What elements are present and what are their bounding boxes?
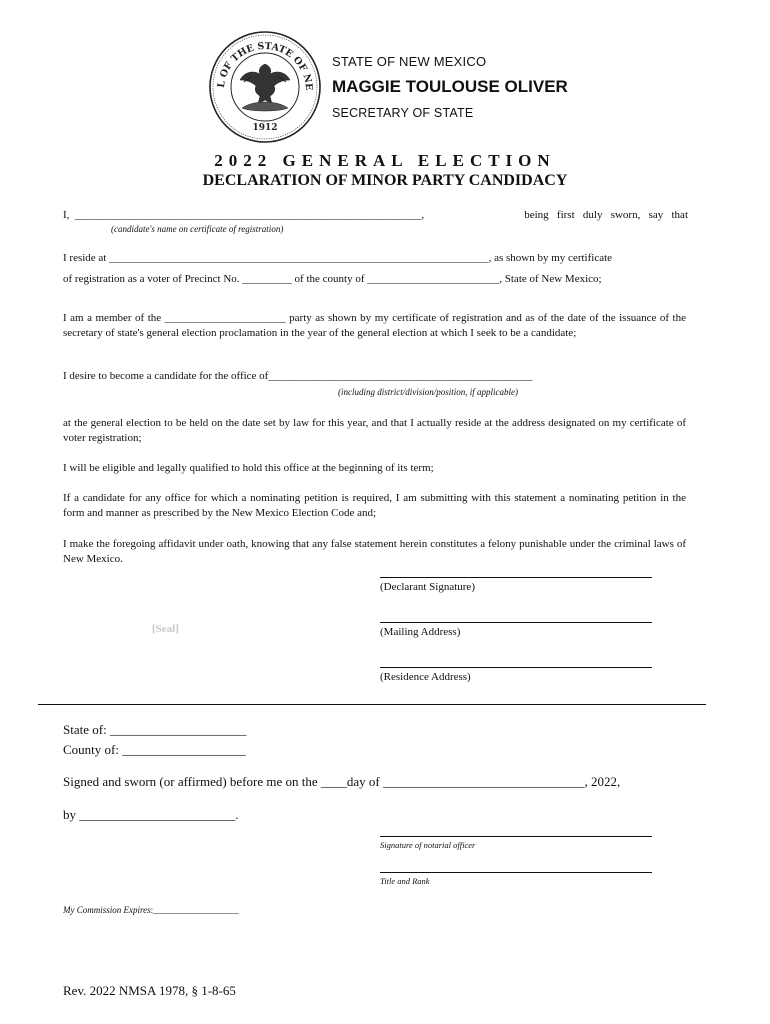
office-title: SECRETARY OF STATE: [332, 106, 474, 120]
official-name: MAGGIE TOULOUSE OLIVER: [332, 77, 568, 96]
office-sought-line[interactable]: I desire to become a candidate for the office of________________________________________________: [63, 370, 533, 382]
precinct-county-line[interactable]: of registration as a voter of Precinct No. _________ of the county of ________________________, State of New Mexico;: [63, 273, 602, 285]
notary-state-line[interactable]: State of: _____________________: [63, 722, 247, 737]
form-title: 2022 GENERAL ELECTION: [214, 151, 556, 170]
seal-text: L OF THE STATE OF NE: [215, 40, 315, 91]
form-subtitle: DECLARATION OF MINOR PARTY CANDIDACY: [202, 172, 568, 189]
seal-year: 1912: [252, 123, 278, 133]
notary-signature-label: Signature of notarial officer: [380, 840, 476, 850]
seal-placeholder: [Seal]: [152, 623, 179, 635]
mailing-address-label: (Mailing Address): [380, 626, 461, 638]
eligibility-paragraph: I will be eligible and legally qualified to hold this office at the beginning of its term;: [63, 462, 434, 474]
title-rank-line[interactable]: [380, 872, 652, 873]
commission-line[interactable]: :___________________: [150, 905, 239, 915]
commission-expires[interactable]: [63, 905, 239, 915]
state-seal-logo: [208, 30, 322, 144]
sworn-by-line[interactable]: by ________________________.: [63, 807, 239, 822]
sworn-text: being first duly sworn, say that: [524, 209, 688, 221]
election-paragraph: at the general election to be held on the date set by law for this year, and that I actually reside at the address designated on my certificate of voter registration;: [63, 417, 686, 444]
notary-signature-line[interactable]: [380, 836, 652, 837]
residence-address-label: (Residence Address): [380, 671, 471, 683]
affidavit-paragraph: I make the foregoing affidavit under oath, knowing that any false statement herein constitutes a felony punishable under the criminal laws of New Mexico.: [63, 538, 686, 565]
residence-address-line[interactable]: [380, 667, 652, 668]
section-divider: [38, 704, 706, 705]
title-rank-label: Title and Rank: [380, 876, 430, 886]
mailing-address-line[interactable]: [380, 622, 652, 623]
candidate-name-line[interactable]: I, _______________________________________________________________,: [63, 209, 425, 221]
declarant-signature-line[interactable]: [380, 577, 652, 578]
candidate-name-caption: (candidate's name on certificate of registration): [111, 224, 284, 234]
party-membership-paragraph: I am a member of the ______________________ party as shown by my certificate of registration and as of the date of the issuance of the secretary of state's general election proclamation in the year of the general election at which I seek to be a candidate;: [63, 312, 686, 339]
petition-paragraph: If a candidate for any office for which a nominating petition is required, I am submitting with this statement a nominating petition in the form and manner as prescribed by the New Mexico Election Code and;: [63, 492, 686, 519]
notary-county-line[interactable]: County of: ___________________: [63, 742, 246, 757]
revision-footer: Rev. 2022 NMSA 1978, § 1-8-65: [63, 983, 236, 998]
declarant-signature-label: (Declarant Signature): [380, 581, 475, 593]
office-caption: (including district/division/position, if applicable): [338, 387, 518, 397]
residence-line[interactable]: I reside at _____________________________________________________________________, as shown by my certificate: [63, 252, 613, 264]
state-line: STATE OF NEW MEXICO: [332, 54, 487, 69]
signed-sworn-line[interactable]: Signed and sworn (or affirmed) before me on the ____day of _______________________________, 2022,: [63, 774, 621, 789]
commission-label: My Commission Expires: [63, 905, 151, 915]
